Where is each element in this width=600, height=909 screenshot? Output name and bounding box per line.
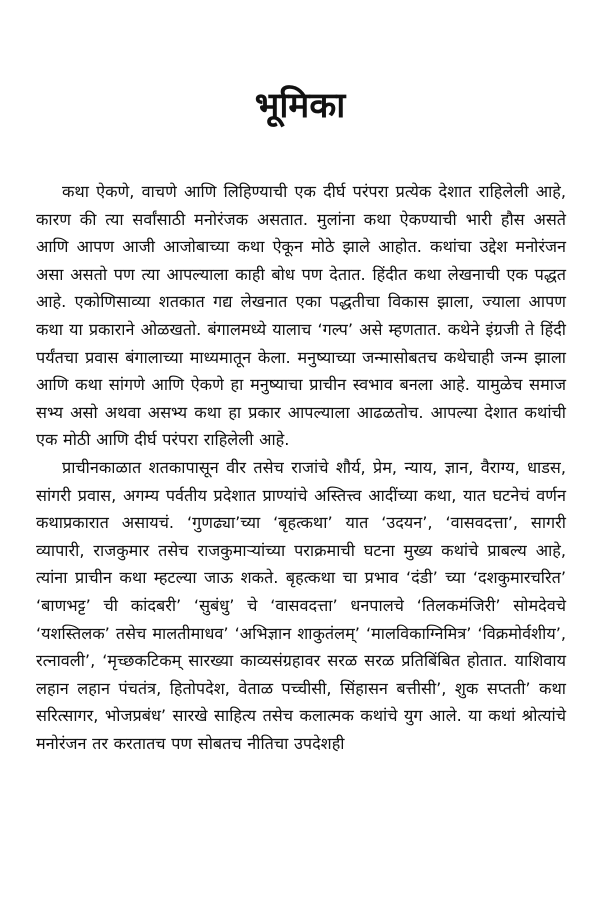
paragraph-2: प्राचीनकाळात शतकापासून वीर तसेच राजांचे शौर्य, प्रेम, न्याय, ज्ञान, वैराग्य, धाडस, सांगरी प्रवास, अगम्य पर्वतीय प्रदेशात प्राण्यांचे अस्तित्त्व आदींच्या कथा, यात घटनेचं वर्णन कथाप्रकारात असायचं. ‘गुणढ्या’च्या ‘बृहत्कथा’ यात ‘उदयन’, ‘वासवदत्ता’, सागरी व्यापारी, राजकुमार तसेच राजकुमाऱ्यांच्या पराक्रमाची घटना मुख्य कथांचे प्राबल्य आहे, त्यांना प्राचीन कथा म्हटल्या जाऊ शकते. बृहत्कथा चा प्रभाव ‘दंडी’ च्या ‘दशकुमारचरित’ ‘बाणभट्ट’ ची कांदबरी’ ‘सुबंधु’ चे ‘वासवदत्ता’ धनपालचे ‘तिलकमंजिरी’ सोमदेवचे ‘यशस्तिलक’ तसेच मालतीमाधव’ ‘अभिज्ञान शाकुतंलम्’ ‘मालविकाग्निमित्र’ ‘विक्रमोर्वशीय’, रत्नावली’, ‘मृच्छकटिकम् सारख्या काव्यसंग्रहावर सरळ सरळ प्रतिबिंबित होतात. याशिवाय लहान लहान पंचतंत्र, हितोपदेश, वेताळ पच्चीसी, सिंहासन बत्तीसी’, शुक सप्तती’ कथा सरित्सागर, भोजप्रबंध’ सारखे साहित्य तसेच कलात्मक कथांचे युग आले. या कथां श्रोत्यांचे मनोरंजन तर करतातच पण सोबतच नीतिचा उपदेशही (36, 457, 566, 753)
body-text (36, 178, 566, 757)
page-title: भूमिका (254, 86, 346, 126)
paragraph-1: कथा ऐकणे, वाचणे आणि लिहिण्याची एक दीर्घ परंपरा प्रत्येक देशात राहिलेली आहे, कारण की त्या सर्वांसाठी मनोरंजक असतात. मुलांना कथा ऐकण्याची भारी हौस असते आणि आपण आजी आजोबाच्या कथा ऐकून मोठे झाले आहोत. कथांचा उद्देश मनोरंजन असा असतो पण त्या आपल्याला काही बोध पण देतात. हिंदीत कथा लेखनाची एक पद्धत आहे. एकोणिसाव्या शतकात गद्य लेखनात एका पद्धतीचा विकास झाला, ज्याला आपण कथा या प्रकाराने ओळखतो. बंगालमध्ये यालाच ‘गल्प’ असे म्हणतात. कथेने इंग्रजी ते हिंदी पर्यंतचा प्रवास बंगालाच्या माध्यमातून केला. मनुष्याच्या जन्मासोबतच कथेचाही जन्म झाला आणि कथा सांगणे आणि ऐकणे हा मनुष्याचा प्राचीन स्वभाव बनला आहे. यामुळेच समाज सभ्य असो अथवा असभ्य कथा हा प्रकार आपल्याला आढळतोच. आपल्या देशात कथांची एक मोठी आणि दीर्घ परंपरा राहिलेली आहे. (36, 182, 566, 450)
